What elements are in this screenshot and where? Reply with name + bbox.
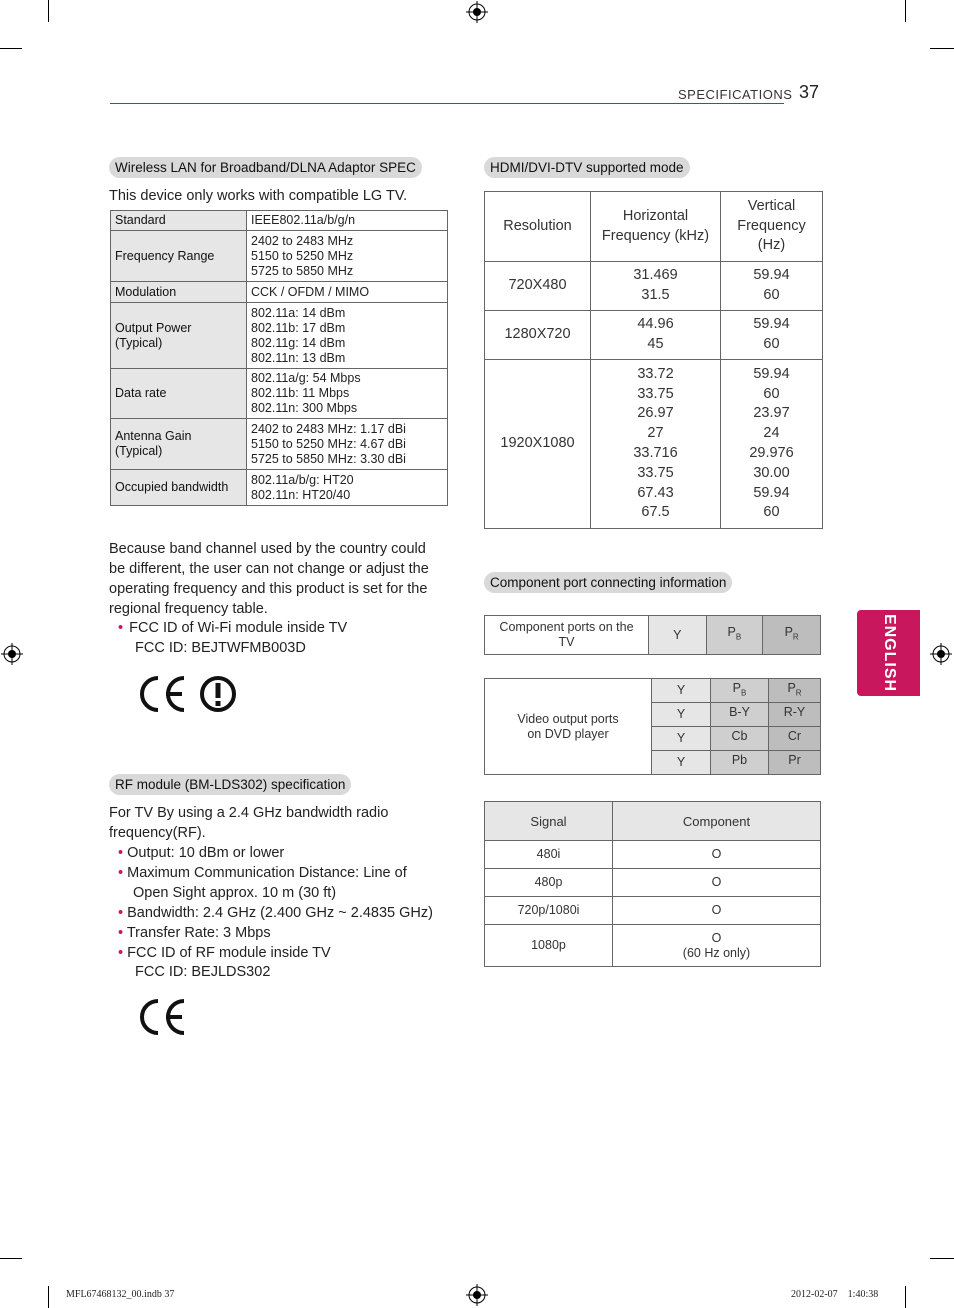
dvd-pr-cell: R-Y [769, 703, 821, 727]
dvd-y-cell: Y [652, 727, 711, 751]
table-row [485, 869, 821, 897]
table-header-row [485, 192, 823, 262]
spec-value [247, 231, 448, 282]
header-horizontal [591, 192, 721, 262]
list-item: • Transfer Rate: 3 Mbps [118, 925, 271, 941]
cell-line: Frequency [737, 217, 806, 234]
spec-value [247, 303, 448, 369]
spec-value [247, 419, 448, 470]
spec-label [111, 231, 247, 282]
dvd-y-cell: Y [652, 703, 711, 727]
resolution-cell: 1280X720 [485, 311, 591, 360]
header-component: Component [613, 802, 821, 841]
dvd-output-ports-table [484, 678, 821, 775]
spec-label [111, 211, 247, 231]
language-tab [857, 610, 920, 696]
cell-line: CCK / OFDM / MIMO [251, 284, 370, 299]
table-row [111, 303, 448, 369]
cell-line: (Hz) [757, 237, 786, 254]
table-row [485, 679, 821, 703]
paragraph-line: regional frequency table. [109, 601, 268, 617]
cell-line: Antenna Gain [115, 429, 192, 443]
page-number: 37 [799, 82, 820, 102]
cell-line: 5150 to 5250 MHz: 4.67 dBi [251, 436, 406, 451]
cell-line: Frequency Range [115, 248, 215, 263]
list-item: • FCC ID of RF module inside TV [118, 945, 331, 961]
signal-cell: 480i [485, 841, 613, 869]
cell-line: 2402 to 2483 MHz: 1.17 dBi [251, 421, 406, 436]
component-cell: O [613, 897, 821, 925]
dvd-pr-cell: Cr [769, 727, 821, 751]
cell-line: 802.11a: 14 dBm [251, 305, 346, 320]
bullet-text: FCC ID of Wi-Fi module inside TV [129, 620, 348, 636]
cell-line: 33.716 [633, 445, 678, 461]
dvd-y-cell: Y [652, 679, 711, 703]
signal-cell: 1080p [485, 925, 613, 967]
horizontal-freq-cell [591, 262, 721, 311]
header-resolution: Resolution [485, 192, 591, 262]
dvd-pr-cell: $P_R$ [769, 679, 821, 703]
paragraph-line: operating frequency and this product is set for the [109, 581, 428, 597]
table-row [111, 470, 448, 506]
wireless-paragraph [109, 539, 454, 619]
cell-line: 67.43 [637, 484, 674, 501]
wireless-intro: This device only works with compatible LG TV. [109, 188, 408, 204]
table-header-row [485, 802, 821, 841]
component-cell: O [613, 841, 821, 869]
registration-mark-icon [466, 1284, 488, 1306]
cell-line: Vertical [747, 197, 796, 214]
cell-line: 33.75 [637, 385, 674, 402]
cell-line: 2402 to 2483 MHz [251, 233, 354, 248]
cell-line: Horizontal [622, 207, 689, 224]
header-signal: Signal [485, 802, 613, 841]
ce-alert-mark-icon [136, 674, 240, 714]
spec-value [247, 211, 448, 231]
registration-mark-icon [930, 643, 952, 665]
cell-line: 60 [763, 336, 780, 352]
spec-label [111, 282, 247, 303]
hdmi-heading: HDMI/DVI-DTV supported mode [484, 157, 690, 178]
list-item: • Output: 10 dBm or lower [118, 845, 285, 861]
cell-line: 23.97 [753, 405, 790, 422]
cell-line: 802.11b: 17 dBm [251, 320, 346, 335]
table-row [485, 841, 821, 869]
vertical-freq-cell [721, 262, 823, 311]
cell-line: 5150 to 5250 MHz [251, 248, 354, 263]
signal-cell: 720p/1080i [485, 897, 613, 925]
resolution-cell: 1920X1080 [485, 360, 591, 529]
cell-line: 802.11g: 14 dBm [251, 335, 346, 350]
table-row [111, 231, 448, 282]
cell-line: 60 [763, 385, 780, 402]
dvd-ports-label [485, 679, 652, 775]
list-item-cont: Open Sight approx. 10 m (30 ft) [133, 885, 337, 901]
cell-line: Frequency (kHz) [601, 227, 710, 244]
horizontal-freq-cell [591, 311, 721, 360]
cell-line: on DVD player [527, 726, 609, 741]
cell-line: 33.72 [637, 365, 674, 382]
port-y: Y [648, 616, 706, 655]
spec-label [111, 419, 247, 470]
cell-line: Standard [115, 213, 166, 227]
tv-ports-label: Component ports on the TV [485, 616, 649, 655]
cell-line: Output Power [115, 320, 192, 335]
crop-mark [0, 48, 22, 49]
cell-line: 5725 to 5850 MHz [251, 263, 354, 278]
cell-line: 802.11a/b/g: HT20 [251, 472, 354, 487]
language-tab-label: ENGLISH [880, 613, 898, 693]
table-row [485, 925, 821, 967]
dvd-pb-cell: Cb [711, 727, 769, 751]
crop-mark [930, 1258, 954, 1259]
intro-line: frequency(RF). [109, 825, 206, 841]
cell-line: 802.11n: 13 dBm [251, 350, 346, 365]
wireless-bullet [118, 618, 347, 638]
table-row [485, 311, 823, 360]
header-rule [110, 103, 784, 104]
vertical-freq-cell [721, 360, 823, 529]
rf-heading: RF module (BM-LDS302) specification [109, 774, 351, 795]
cell-line: 30.00 [753, 464, 790, 481]
table-row [111, 419, 448, 470]
registration-mark-icon [1, 643, 23, 665]
footer-file: MFL67468132_00.indb 37 [66, 1289, 175, 1300]
intro-line: For TV By using a 2.4 GHz bandwidth radio [109, 805, 389, 821]
tv-component-ports-table [484, 615, 821, 655]
spec-label [111, 369, 247, 419]
crop-mark [905, 1286, 906, 1308]
cell-line: 802.11n: 300 Mbps [251, 401, 358, 415]
list-item: • Maximum Communication Distance: Line of [118, 865, 407, 881]
paragraph-line: Because band channel used by the country could [109, 541, 426, 557]
cell-line: 59.94 [753, 267, 790, 284]
paragraph-line: be different, the user can not change or adjust the [109, 561, 429, 577]
crop-mark [0, 1258, 22, 1259]
cell-line: 45 [647, 336, 664, 352]
cell-line: 802.11b: 11 Mbps [251, 386, 350, 400]
rf-fcc-id: FCC ID: BEJLDS302 [135, 964, 271, 980]
cell-line: 802.11a/g: 54 Mbps [251, 371, 361, 385]
bullet-icon: • [118, 620, 124, 636]
cell-line: 67.5 [641, 504, 670, 521]
spec-label [111, 303, 247, 369]
cell-line: 44.96 [637, 316, 674, 333]
component-heading: Component port connecting information [484, 572, 732, 593]
cell-line: 59.94 [753, 365, 790, 382]
cell-line: 60 [763, 287, 780, 303]
rf-bullets [118, 843, 433, 963]
cell-line: 802.11n: HT20/40 [251, 487, 351, 502]
rf-intro [109, 803, 388, 843]
list-item: • Bandwidth: 2.4 GHz (2.400 GHz ~ 2.4835 GHz) [118, 905, 433, 921]
cell-line: 59.94 [753, 484, 790, 501]
cell-line: 24 [763, 425, 780, 442]
dvd-pb-cell: Pb [711, 751, 769, 775]
cell-line: 31.469 [633, 267, 678, 284]
resolution-cell: 720X480 [485, 262, 591, 311]
wireless-spec-table [110, 210, 448, 506]
crop-mark [48, 0, 49, 22]
vertical-freq-cell [721, 311, 823, 360]
signal-cell: 480p [485, 869, 613, 897]
table-row [485, 897, 821, 925]
table-row [111, 211, 448, 231]
spec-value [247, 282, 448, 303]
dvd-y-cell: Y [652, 751, 711, 775]
component-cell: O [613, 869, 821, 897]
cell-line: Occupied bandwidth [115, 480, 229, 494]
registration-mark-icon [466, 1, 488, 23]
section-title: SPECIFICATIONS [678, 87, 793, 102]
cell-line: 29.976 [749, 445, 794, 461]
cell-line: 33.75 [637, 464, 674, 481]
crop-mark [48, 1286, 49, 1308]
cell-line: 27 [647, 425, 664, 442]
footer-timestamp: 2012-02-07 1:40:38 [791, 1289, 879, 1300]
table-row [111, 369, 448, 419]
cell-line: IEEE802.11a/b/g/n [251, 213, 356, 227]
horizontal-freq-cell [591, 360, 721, 529]
table-row [485, 360, 823, 529]
wireless-fcc-id: FCC ID: BEJTWFMB003D [135, 640, 306, 656]
spec-value [247, 369, 448, 419]
crop-mark [905, 0, 906, 22]
spec-value [247, 470, 448, 506]
cell-line: (Typical) [115, 444, 163, 458]
wireless-heading: Wireless LAN for Broadband/DLNA Adaptor SPEC [109, 157, 422, 178]
table-row [111, 282, 448, 303]
component-cell: O (60 Hz only) [613, 925, 821, 967]
dvd-pr-cell: Pr [769, 751, 821, 775]
cell-line: 31.5 [641, 287, 670, 303]
ce-mark-icon [136, 997, 192, 1037]
dvd-pb-cell: $P_B$ [711, 679, 769, 703]
port-pr: $P_R$ [763, 616, 821, 655]
cell-line: 26.97 [637, 405, 674, 422]
signal-component-table [484, 801, 821, 967]
cell-line: 5725 to 5850 MHz: 3.30 dBi [251, 451, 406, 466]
cell-line: 59.94 [753, 316, 790, 333]
table-row [485, 262, 823, 311]
spec-label [111, 470, 247, 506]
port-pb: $P_B$ [706, 616, 763, 655]
cell-line: Modulation [115, 284, 177, 299]
dvd-pb-cell: B-Y [711, 703, 769, 727]
hdmi-mode-table [484, 191, 823, 529]
cell-line: 60 [763, 504, 780, 521]
header-vertical [721, 192, 823, 262]
crop-mark [930, 48, 954, 49]
cell-line: Video output ports [517, 711, 619, 726]
cell-line: Data rate [115, 386, 167, 400]
cell-line: (Typical) [115, 335, 163, 350]
